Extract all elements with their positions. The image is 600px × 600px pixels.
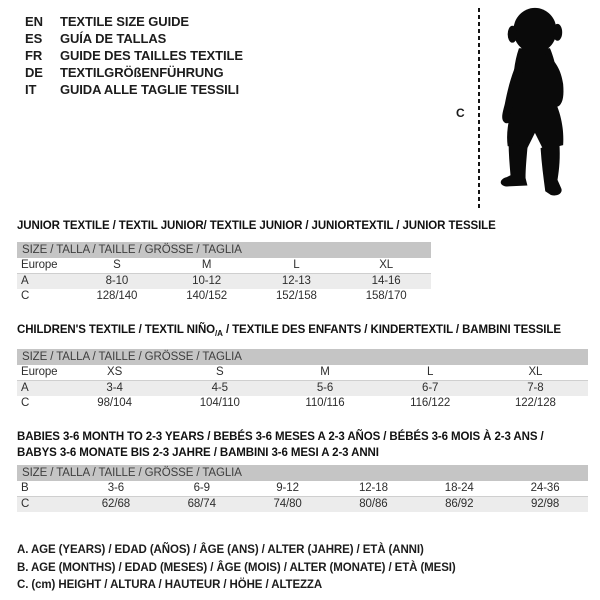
section-title-text: BABYS 3-6 MONATE BIS 2-3 JAHRE / BAMBINI 3-6 MESI A 2-3 ANNI bbox=[17, 447, 379, 459]
language-label: GUIDA ALLE TAGLIE TESSILI bbox=[60, 82, 240, 97]
row-label: Europe bbox=[21, 366, 58, 378]
table-cell: 24-36 bbox=[530, 482, 560, 494]
legend-line: A. AGE (YEARS) / EDAD (AÑOS) / ÂGE (ANS) / ALTER (JAHRE) / ETÀ (ANNI) bbox=[17, 544, 424, 556]
size-table bbox=[17, 242, 431, 304]
legend-line: B. AGE (MONTHS) / EDAD (MESES) / ÂGE (MOIS) / ALTER (MONATE) / ETÀ (MESI) bbox=[17, 561, 456, 574]
table-cell: 7-8 bbox=[527, 382, 544, 394]
table-cell: 12-18 bbox=[358, 482, 388, 494]
table-cell: 122/128 bbox=[514, 397, 556, 409]
language-label: TEXTILE SIZE GUIDE bbox=[60, 14, 189, 29]
table-cell: 80/86 bbox=[359, 498, 388, 510]
section-title-line bbox=[17, 218, 588, 234]
table-row bbox=[17, 381, 588, 396]
table-row bbox=[17, 258, 431, 274]
language-row bbox=[25, 47, 243, 64]
row-label: B bbox=[21, 482, 29, 494]
language-row bbox=[25, 64, 243, 81]
language-code: ES bbox=[25, 31, 43, 46]
section-children bbox=[17, 322, 588, 411]
row-label: C bbox=[21, 290, 30, 302]
table-cell: 10-12 bbox=[192, 275, 222, 287]
height-measure-label: C bbox=[456, 106, 465, 120]
table-cell: 4-5 bbox=[211, 382, 228, 394]
table-row bbox=[17, 497, 588, 512]
table-size-header: SIZE / TALLA / TAILLE / GRÖSSE / TAGLIA bbox=[17, 349, 588, 365]
language-row bbox=[25, 81, 243, 98]
section-title-text: / TEXTILE DES ENFANTS / KINDERTEXTIL / BAMBINI TESSILE bbox=[222, 324, 561, 336]
table-cell: 9-12 bbox=[276, 482, 299, 494]
language-label: TEXTILGRÖßENFÜHRUNG bbox=[60, 65, 224, 80]
section-title-text: JUNIOR TEXTILE / TEXTIL JUNIOR/ TEXTILE JUNIOR / JUNIORTEXTIL / JUNIOR TESSILE bbox=[17, 220, 496, 232]
table-cell: 3-6 bbox=[107, 482, 125, 494]
table-cell: 74/80 bbox=[273, 498, 302, 510]
language-label: GUÍA DE TALLAS bbox=[60, 31, 167, 46]
baby-figure bbox=[450, 0, 600, 215]
size-table bbox=[17, 465, 588, 512]
size-guide-content bbox=[17, 214, 588, 595]
row-label: A bbox=[21, 382, 29, 394]
measure-legend bbox=[17, 542, 588, 595]
table-cell: 5-6 bbox=[316, 382, 334, 394]
language-code: FR bbox=[25, 48, 43, 63]
table-cell: 3-4 bbox=[106, 382, 123, 394]
table-cell: M bbox=[320, 366, 330, 378]
table-cell: 110/116 bbox=[305, 397, 345, 409]
table-row bbox=[17, 365, 588, 381]
table-cell: XL bbox=[528, 366, 543, 378]
table-row bbox=[17, 274, 431, 289]
sections-container bbox=[17, 214, 588, 512]
row-label: Europe bbox=[21, 259, 58, 271]
table-cell: 6-7 bbox=[422, 382, 439, 394]
table-cell: 92/98 bbox=[530, 498, 560, 510]
table-cell: 12-13 bbox=[281, 275, 311, 287]
table-cell: 140/152 bbox=[186, 290, 228, 302]
table-cell: 62/68 bbox=[101, 498, 131, 510]
legend-line: C. (cm) HEIGHT / ALTURA / HAUTEUR / HÖHE / ALTEZZA bbox=[17, 579, 323, 591]
section-title-text: CHILDREN'S TEXTILE / TEXTIL NIÑO bbox=[17, 324, 216, 336]
table-cell: XS bbox=[107, 366, 123, 378]
language-row bbox=[25, 30, 243, 47]
section-babies bbox=[17, 429, 588, 512]
table-size-header: SIZE / TALLA / TAILLE / GRÖSSE / TAGLIA bbox=[17, 465, 588, 481]
language-row bbox=[25, 13, 243, 30]
table-cell: 8-10 bbox=[105, 275, 129, 287]
language-list bbox=[25, 13, 243, 98]
table-cell: 152/158 bbox=[275, 290, 317, 302]
table-row bbox=[17, 289, 431, 304]
section-title-line bbox=[17, 445, 588, 461]
table-cell: 98/104 bbox=[97, 397, 132, 409]
table-cell: XL bbox=[379, 259, 394, 271]
table-size-header: SIZE / TALLA / TAILLE / GRÖSSE / TAGLIA bbox=[17, 242, 431, 258]
table-cell: 68/74 bbox=[187, 498, 216, 510]
table-cell: 6-9 bbox=[193, 482, 210, 494]
table-cell: 116/122 bbox=[410, 397, 451, 409]
language-label: GUIDE DES TAILLES TEXTILE bbox=[60, 48, 243, 63]
table-cell: L bbox=[293, 259, 300, 271]
language-code: DE bbox=[25, 65, 43, 80]
table-cell: 86/92 bbox=[445, 498, 474, 510]
language-code: EN bbox=[25, 14, 43, 29]
table-cell: L bbox=[427, 366, 434, 378]
table-cell: 158/170 bbox=[365, 290, 407, 302]
section-title-text: /A bbox=[215, 329, 223, 338]
table-cell: S bbox=[113, 259, 121, 271]
table-cell: 14-16 bbox=[371, 275, 401, 287]
table-cell: 18-24 bbox=[444, 482, 474, 494]
table-row bbox=[17, 396, 588, 411]
section-title bbox=[17, 322, 588, 339]
section-junior bbox=[17, 214, 588, 304]
section-title-line bbox=[17, 429, 588, 445]
table-row bbox=[17, 481, 588, 497]
section-title bbox=[17, 218, 588, 234]
section-title bbox=[17, 429, 588, 461]
height-measure-line bbox=[478, 8, 480, 209]
table-cell: 128/140 bbox=[96, 290, 138, 302]
language-code: IT bbox=[25, 82, 37, 97]
size-table bbox=[17, 349, 588, 411]
row-label: C bbox=[21, 498, 30, 510]
baby-silhouette-icon bbox=[487, 6, 581, 210]
row-label: A bbox=[21, 275, 29, 287]
table-cell: 104/110 bbox=[199, 397, 240, 409]
table-cell: S bbox=[216, 366, 224, 378]
section-title-text: BABIES 3-6 MONTH TO 2-3 YEARS / BEBÉS 3-6 MESES A 2-3 AÑOS / BÉBÉS 3-6 MOIS À 2-3 ANS / bbox=[17, 431, 544, 443]
table-cell: M bbox=[201, 259, 212, 271]
section-title-line bbox=[17, 322, 588, 339]
row-label: C bbox=[21, 397, 30, 409]
